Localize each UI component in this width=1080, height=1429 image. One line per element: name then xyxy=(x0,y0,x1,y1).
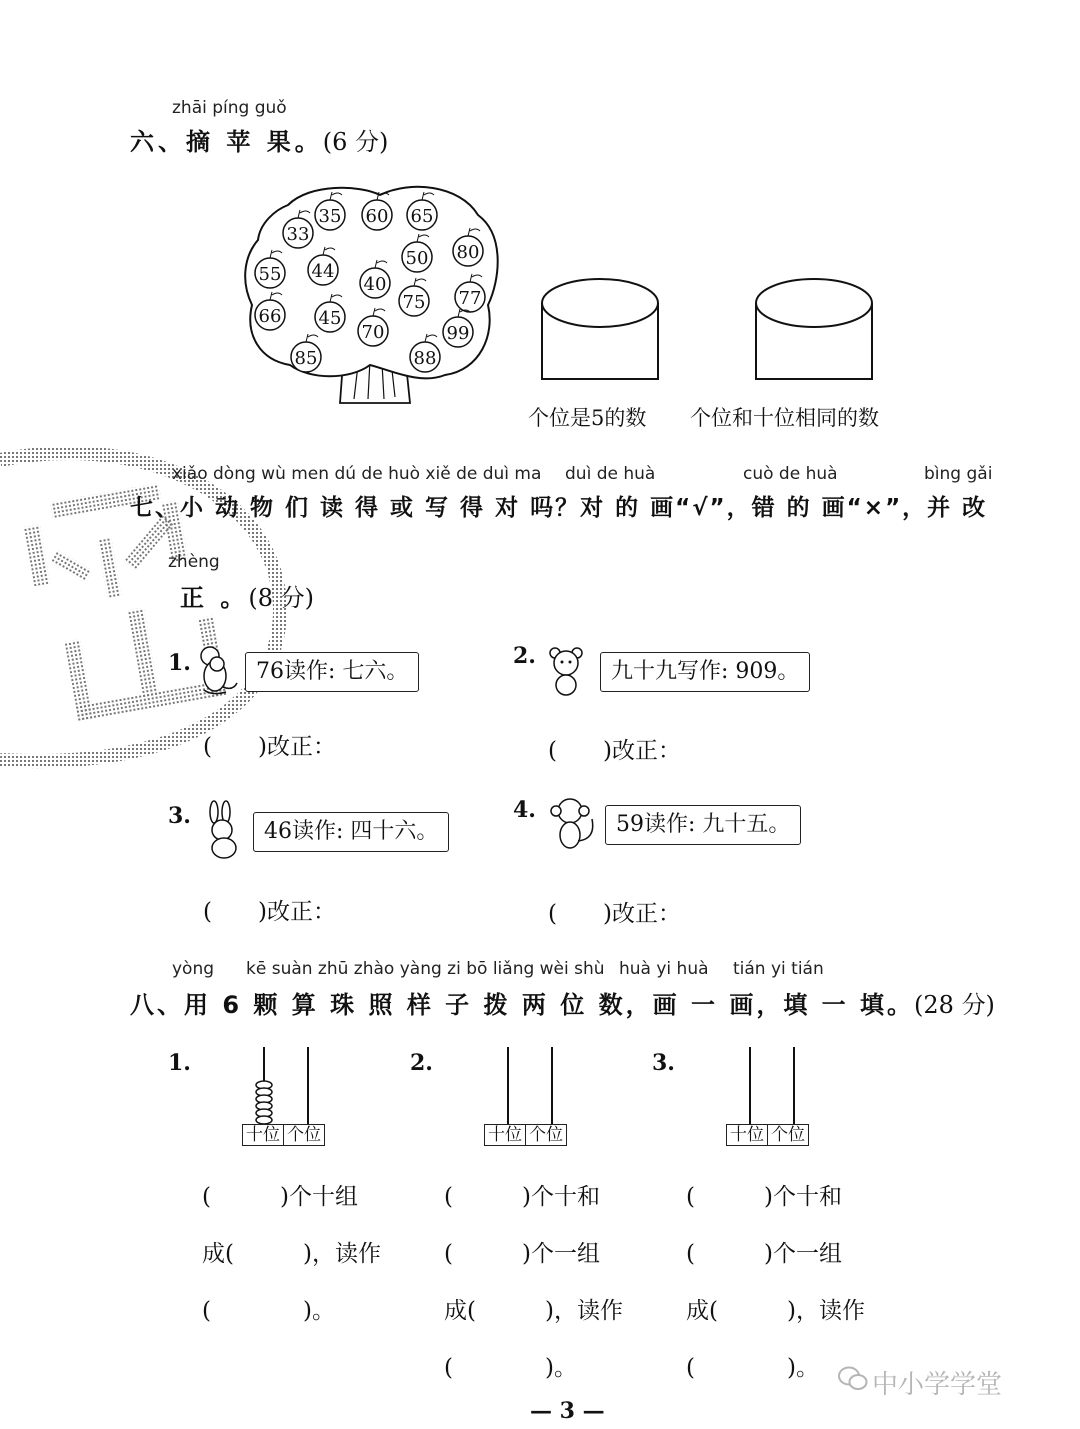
section8-pinyin: yòng xyxy=(172,959,215,979)
basket-same-digits xyxy=(752,275,876,391)
tens-label: 十位 xyxy=(730,1125,764,1145)
apple-number: 50 xyxy=(405,248,429,269)
tens-label: 十位 xyxy=(488,1125,522,1145)
rabbit-icon xyxy=(200,800,250,860)
item-number: 3. xyxy=(652,1050,675,1076)
apple-number: 77 xyxy=(458,288,482,309)
apple-number: 75 xyxy=(402,292,426,313)
section8-pinyin: huà yi huà xyxy=(619,959,709,979)
apple-number: 44 xyxy=(311,261,335,282)
answer-line: ( )个一组 xyxy=(686,1241,842,1267)
apple-tree xyxy=(240,185,500,415)
apple-number: 35 xyxy=(318,206,342,227)
section7-title-line2: 正 。(8 分) xyxy=(180,584,314,612)
abacus-label xyxy=(484,1124,567,1146)
abacus xyxy=(726,1045,818,1125)
section7-title-line1: 七、小 动 物 们 读 得 或 写 得 对 吗？对 的 画“√”，错 的 画“×”，并 改 xyxy=(130,495,988,521)
section6-title: 六、摘 苹 果。(6 分) xyxy=(130,128,389,156)
basket1-label: 个位是5的数 xyxy=(528,406,647,430)
answer-line: ( )个十和 xyxy=(686,1184,842,1210)
apple-number: 66 xyxy=(258,306,282,327)
section7-score: (8 分) xyxy=(248,584,314,612)
ones-label: 个位 xyxy=(283,1125,324,1145)
answer-line: 成( )，读作 xyxy=(202,1241,381,1267)
section6-pinyin: zhāi píng guǒ xyxy=(172,98,287,118)
speech-bubble: 76读作: 七六。 xyxy=(245,652,419,692)
apple-number: 45 xyxy=(318,308,342,329)
ones-label: 个位 xyxy=(525,1125,566,1145)
section8-pinyin: kē suàn zhū zhào yàng zi bō liǎng wèi shù xyxy=(246,959,605,979)
abacus-label xyxy=(242,1124,325,1146)
item-number: 1. xyxy=(168,650,191,676)
speech-bubble: 59读作: 九十五。 xyxy=(605,805,801,845)
answer-line: 成( )，读作 xyxy=(444,1298,623,1324)
answer-line: ( )。 xyxy=(686,1355,819,1381)
apple-number: 70 xyxy=(361,322,385,343)
page-number: — 3 — xyxy=(530,1398,605,1424)
section8-score: (28 分) xyxy=(914,991,995,1019)
answer-line: ( )个十和 xyxy=(444,1184,600,1210)
apple-number: 55 xyxy=(258,264,282,285)
item-number: 2. xyxy=(513,643,536,669)
ones-label: 个位 xyxy=(767,1125,808,1145)
answer-line: ( )个一组 xyxy=(444,1241,600,1267)
bear-icon xyxy=(545,645,595,697)
correction-line: ( )改正： xyxy=(548,901,681,927)
answer-line: ( )。 xyxy=(444,1355,577,1381)
apple-number: 88 xyxy=(413,348,437,369)
basket-5-ones xyxy=(538,275,662,391)
abacus-label xyxy=(726,1124,809,1146)
section7-pinyin: cuò de huà xyxy=(743,464,838,484)
correction-line: ( )改正： xyxy=(203,734,336,760)
tens-label: 十位 xyxy=(246,1125,280,1145)
answer-line: 成( )，读作 xyxy=(686,1298,865,1324)
item-number: 2. xyxy=(410,1050,433,1076)
item-number: 3. xyxy=(168,803,191,829)
monkey-icon xyxy=(548,793,600,853)
apple-number: 60 xyxy=(365,206,389,227)
section7-pinyin: zhèng xyxy=(168,552,220,572)
speech-bubble: 九十九写作: 909。 xyxy=(600,652,810,692)
apple-number: 33 xyxy=(286,224,310,245)
item-number: 1. xyxy=(168,1050,191,1076)
mouse-icon xyxy=(193,642,239,698)
section6-score: (6 分) xyxy=(322,128,389,156)
section7-pinyin: duì de huà xyxy=(565,464,656,484)
section8-title: 八、用 6 颗 算 珠 照 样 子 拨 两 位 数，画 一 画，填 一 填。(28 分) xyxy=(130,991,995,1019)
correction-line: ( )改正： xyxy=(203,899,336,925)
section8-pinyin: tián yi tián xyxy=(733,959,824,979)
section7-pinyin: xiǎo dòng wù men dú de huò xiě de duì ma xyxy=(172,464,542,484)
abacus xyxy=(484,1045,576,1125)
apple-number: 99 xyxy=(446,323,470,344)
apple-number: 85 xyxy=(294,348,318,369)
apple-number: 40 xyxy=(363,274,387,295)
answer-line: ( )个十组 xyxy=(202,1184,358,1210)
answer-line: ( )。 xyxy=(202,1298,335,1324)
wechat-icon xyxy=(838,1365,868,1393)
basket2-label: 个位和十位相同的数 xyxy=(690,406,879,430)
section7-pinyin: bìng gǎi xyxy=(924,464,993,484)
watermark-text: 中小学学堂 xyxy=(872,1370,1003,1400)
abacus xyxy=(240,1045,332,1125)
apple-number: 80 xyxy=(456,242,480,263)
speech-bubble: 46读作: 四十六。 xyxy=(253,812,449,852)
item-number: 4. xyxy=(513,797,536,823)
correction-line: ( )改正： xyxy=(548,738,681,764)
apple-number: 65 xyxy=(410,206,434,227)
